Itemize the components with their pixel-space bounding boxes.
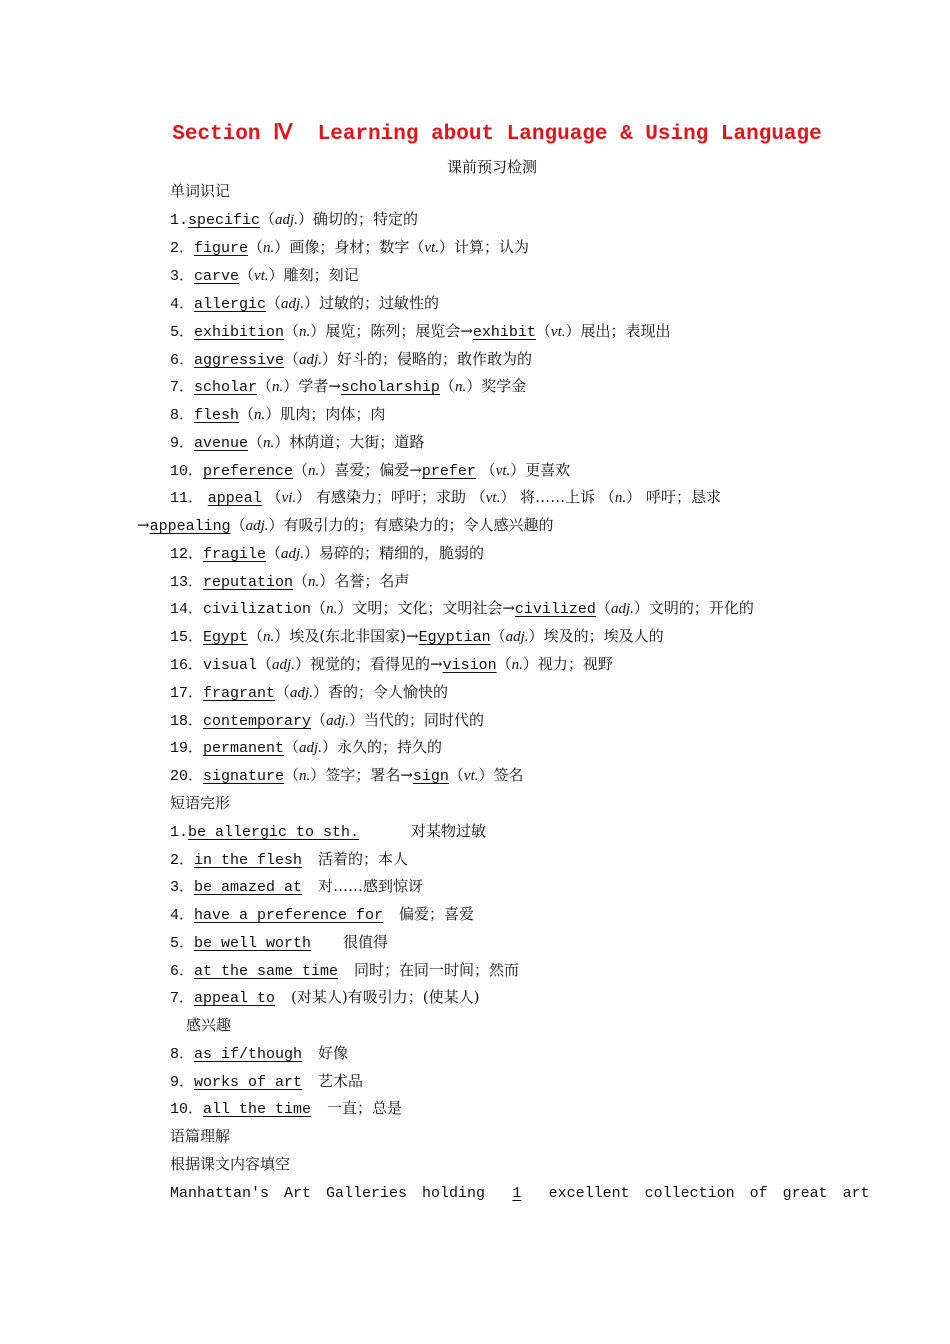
reading-text-before: Manhattan's Art Galleries holding bbox=[170, 1185, 486, 1202]
item-number: 3． bbox=[170, 268, 195, 285]
phrase-item-8 bbox=[170, 1041, 348, 1065]
phrase-item-7-continued bbox=[186, 1013, 231, 1037]
part-of-speech: adj. bbox=[299, 352, 322, 368]
item-number: 8． bbox=[170, 407, 195, 424]
reading-text-line bbox=[170, 1180, 870, 1204]
arrow: → bbox=[137, 516, 150, 534]
fill-blank-1[interactable] bbox=[496, 1182, 538, 1206]
item-number: 15． bbox=[170, 629, 204, 646]
definition: 视觉的；看得见的→ bbox=[309, 655, 443, 673]
item-number: 2． bbox=[170, 852, 195, 869]
derived-pos: n. bbox=[454, 379, 467, 395]
definition: 过敏的；过敏性的 bbox=[318, 294, 439, 312]
vocab-word: visual bbox=[203, 657, 258, 674]
derived-pos: adj. bbox=[610, 601, 634, 617]
part-of-speech: adj. bbox=[290, 685, 313, 701]
item-number: 1. bbox=[170, 824, 189, 841]
item-number: 17． bbox=[170, 685, 204, 702]
vocab-item-11-continued: →appealing（adj.）有吸引力的；有感染力的；令人感兴趣的 bbox=[137, 516, 554, 535]
item-number: 3． bbox=[170, 879, 195, 896]
item-number: 12． bbox=[170, 546, 204, 563]
vocab-item-11: 11． appeal （vi.） 有感染力；呼吁；求助 （vt.） 将……上诉 （n.） 呼吁；恳求 bbox=[170, 488, 721, 507]
definition: 林荫道；大街；道路 bbox=[289, 433, 425, 451]
phrase-definition: 对……感到惊讶 bbox=[318, 877, 424, 895]
definition: 易碎的；精细的，脆弱的 bbox=[318, 544, 484, 562]
phrase-definition: (对某人)有吸引力；(使某人) bbox=[291, 988, 480, 1006]
derived-pos: vt. bbox=[550, 324, 566, 340]
part-of-speech: n. bbox=[254, 407, 266, 423]
derived-definition: 签名 bbox=[493, 766, 524, 784]
phrase-item-10 bbox=[170, 1096, 402, 1120]
item-number: 20． bbox=[170, 768, 204, 785]
phrase-item-5 bbox=[170, 930, 388, 954]
phrase: be well worth bbox=[194, 935, 312, 952]
definition-2: 计算；认为 bbox=[453, 238, 529, 256]
vocab-item-13: 13．reputation（n.）名誉；名声 bbox=[170, 572, 410, 591]
part-of-speech: n. bbox=[299, 768, 311, 784]
definition: 肌肉；肉体；肉 bbox=[280, 405, 386, 423]
definition: 喜爱；偏爱→ bbox=[334, 461, 422, 479]
item-number: 13． bbox=[170, 574, 204, 591]
phrase: all the time bbox=[203, 1101, 312, 1118]
derived-word: scholarship bbox=[340, 379, 440, 396]
vocab-word: specific bbox=[188, 212, 261, 229]
phrase: as if/though bbox=[194, 1046, 303, 1063]
item-number: 10． bbox=[170, 1101, 204, 1118]
derived-definition: 文明的；开化的 bbox=[648, 599, 754, 617]
definition: 好斗的；侵略的；敢作敢为的 bbox=[336, 350, 532, 368]
item-number: 1. bbox=[170, 212, 189, 229]
derived-definition: 更喜欢 bbox=[525, 461, 571, 479]
phrase-item-6 bbox=[170, 958, 519, 982]
vocab-word: carve bbox=[194, 268, 240, 285]
item-number: 9． bbox=[170, 1074, 195, 1091]
definition: 埃及(东北非国家)→ bbox=[289, 627, 419, 645]
derived-definition: 视力；视野 bbox=[537, 655, 613, 673]
vocab-item-18: 18．contemporary（adj.）当代的；同时代的 bbox=[170, 711, 485, 730]
item-number: 6． bbox=[170, 963, 195, 980]
phrase: appeal to bbox=[194, 990, 276, 1007]
phrase: have a preference for bbox=[194, 907, 384, 924]
blank-number: 1 bbox=[512, 1185, 522, 1202]
item-number: 16． bbox=[170, 657, 204, 674]
derived-pos: vt. bbox=[463, 768, 479, 784]
phrases-heading: 短语完形 bbox=[170, 794, 231, 812]
vocab-word: exhibition bbox=[194, 324, 285, 341]
derived-word: prefer bbox=[421, 463, 476, 480]
phrase-definition: 偏爱；喜爱 bbox=[399, 905, 475, 923]
definition: 画像；身材；数字 bbox=[289, 238, 410, 256]
part-of-speech: adj. bbox=[281, 546, 304, 562]
vocab-item-14: 14．civilization（n.）文明；文化；文明社会→civilized（adj.）文明的；开化的 bbox=[170, 599, 754, 618]
item-number: 10． bbox=[170, 463, 204, 480]
part-of-speech: adj. bbox=[326, 713, 349, 729]
derived-pos: n. bbox=[511, 657, 523, 673]
item-number: 14． bbox=[170, 601, 204, 618]
vocab-item-4: 4．allergic（adj.）过敏的；过敏性的 bbox=[170, 294, 439, 313]
part-of-speech: n. bbox=[326, 601, 338, 617]
item-number: 18． bbox=[170, 713, 204, 730]
phrase-definition: 艺术品 bbox=[318, 1072, 364, 1090]
definition: 签字；署名→ bbox=[325, 766, 413, 784]
vocab-item-10: 10．preference（n.）喜爱；偏爱→prefer （vt.）更喜欢 bbox=[170, 461, 571, 480]
part-of-speech: adj. bbox=[275, 212, 298, 228]
part-of-speech: n. bbox=[308, 463, 320, 479]
part-of-speech: adj. bbox=[272, 657, 295, 673]
derived-pos: vt. bbox=[495, 463, 511, 479]
vocab-word: appeal bbox=[207, 490, 262, 507]
page-title: Section Ⅳ Learning about Language & Using Language bbox=[172, 123, 822, 146]
derived-definition: 展出；表现出 bbox=[580, 322, 671, 340]
phrase: be allergic to sth. bbox=[188, 824, 360, 841]
phrase-definition: 同时；在同一时间；然而 bbox=[354, 961, 520, 979]
vocab-word: preference bbox=[203, 463, 294, 480]
phrase: in the flesh bbox=[194, 852, 303, 869]
phrase-item-3 bbox=[170, 874, 423, 898]
derived-word: appealing bbox=[149, 518, 231, 535]
vocab-word: figure bbox=[194, 240, 249, 257]
definition: 文明；文化；文明社会→ bbox=[352, 599, 515, 617]
part-of-speech-2: vt. bbox=[485, 490, 501, 506]
definition: 当代的；同时代的 bbox=[364, 711, 485, 729]
part-of-speech: n. bbox=[263, 435, 275, 451]
part-of-speech: adj. bbox=[245, 518, 269, 534]
vocab-word: Egypt bbox=[203, 629, 249, 646]
vocab-item-3: 3．carve（vt.）雕刻；刻记 bbox=[170, 266, 359, 285]
vocab-heading: 单词识记 bbox=[170, 182, 231, 200]
derived-word: civilized bbox=[514, 601, 596, 618]
definition: 香的；令人愉快的 bbox=[327, 683, 448, 701]
vocab-word: allergic bbox=[194, 296, 267, 313]
vocab-item-1: 1.specific（adj.）确切的；特定的 bbox=[170, 210, 418, 229]
phrase-definition-continued: 感兴趣 bbox=[186, 1016, 232, 1034]
item-number: 2． bbox=[170, 240, 195, 257]
definition: 确切的；特定的 bbox=[312, 210, 418, 228]
vocab-item-15: 15．Egypt（n.）埃及(东北非国家)→Egyptian（adj.）埃及的；埃及人的 bbox=[170, 627, 664, 646]
part-of-speech: n. bbox=[263, 240, 275, 256]
phrase: be amazed at bbox=[194, 879, 303, 896]
reading-text-after: excellent collection of great art bbox=[548, 1185, 870, 1202]
reading-heading: 语篇理解 bbox=[170, 1127, 231, 1145]
item-number: 9． bbox=[170, 435, 195, 452]
part-of-speech: vi. bbox=[281, 490, 297, 506]
vocab-word: permanent bbox=[203, 740, 285, 757]
vocab-word: avenue bbox=[194, 435, 249, 452]
vocab-word: signature bbox=[203, 768, 285, 785]
vocab-item-9: 9．avenue（n.）林荫道；大街；道路 bbox=[170, 433, 425, 452]
definition: 有吸引力的；有感染力的；令人感兴趣的 bbox=[283, 516, 554, 534]
phrase-definition: 对某物过敏 bbox=[411, 822, 487, 840]
vocab-item-16: 16．visual（adj.）视觉的；看得见的→vision（n.）视力；视野 bbox=[170, 655, 613, 674]
phrase-item-4 bbox=[170, 902, 474, 926]
part-of-speech: n. bbox=[308, 574, 320, 590]
vocab-item-19: 19．permanent（adj.）永久的；持久的 bbox=[170, 738, 442, 757]
part-of-speech: adj. bbox=[281, 296, 304, 312]
phrase-item-9 bbox=[170, 1069, 363, 1093]
part-of-speech: vt. bbox=[254, 268, 269, 284]
vocab-word: reputation bbox=[203, 574, 294, 591]
vocab-item-17: 17．fragrant（adj.）香的；令人愉快的 bbox=[170, 683, 448, 702]
part-of-speech: adj. bbox=[299, 740, 322, 756]
definition: 雕刻；刻记 bbox=[283, 266, 359, 284]
vocab-item-5: 5．exhibition（n.）展览；陈列；展览会→exhibit（vt.）展出；表现出 bbox=[170, 322, 671, 341]
phrase-definition: 一直；总是 bbox=[327, 1099, 403, 1117]
item-number: 11． bbox=[170, 490, 204, 507]
item-number: 19． bbox=[170, 740, 204, 757]
page-subtitle: 课前预习检测 bbox=[446, 158, 537, 176]
phrase-definition: 好像 bbox=[318, 1044, 349, 1062]
part-of-speech-2: vt. bbox=[424, 240, 439, 256]
vocab-item-6: 6．aggressive（adj.）好斗的；侵略的；敢作敢为的 bbox=[170, 350, 532, 369]
vocab-item-12: 12．fragile（adj.）易碎的；精细的，脆弱的 bbox=[170, 544, 484, 563]
definition: 名誉；名声 bbox=[334, 572, 410, 590]
derived-word: vision bbox=[442, 657, 497, 674]
vocab-item-7: 7．scholar（n.）学者→scholarship（n.）奖学金 bbox=[170, 377, 527, 396]
derived-definition: 埃及的；埃及人的 bbox=[543, 627, 664, 645]
derived-definition: 奖学金 bbox=[481, 377, 527, 395]
item-number: 7． bbox=[170, 990, 195, 1007]
phrase: works of art bbox=[194, 1074, 303, 1091]
vocab-item-8: 8．flesh（n.）肌肉；肉体；肉 bbox=[170, 405, 386, 424]
item-number: 5． bbox=[170, 935, 195, 952]
item-number: 7． bbox=[170, 379, 195, 396]
phrase-item-7 bbox=[170, 985, 479, 1009]
derived-pos: adj. bbox=[505, 629, 529, 645]
vocab-item-20: 20．signature（n.）签字；署名→sign（vt.）签名 bbox=[170, 766, 524, 785]
derived-word: Egyptian bbox=[418, 629, 491, 646]
part-of-speech-3: n. bbox=[614, 490, 627, 506]
phrase-item-1 bbox=[170, 819, 486, 843]
vocab-word: fragrant bbox=[203, 685, 276, 702]
definition: 展览；陈列；展览会→ bbox=[325, 322, 473, 340]
part-of-speech: n. bbox=[263, 629, 275, 645]
definition-3: 呼吁；恳求 bbox=[645, 488, 721, 506]
item-number: 5． bbox=[170, 324, 195, 341]
part-of-speech: n. bbox=[299, 324, 311, 340]
vocab-word: contemporary bbox=[203, 713, 312, 730]
item-number: 4． bbox=[170, 907, 195, 924]
vocab-word: fragile bbox=[203, 546, 267, 563]
item-number: 4． bbox=[170, 296, 195, 313]
derived-word: exhibit bbox=[472, 324, 536, 341]
item-number: 6． bbox=[170, 352, 195, 369]
phrase-definition: 活着的；本人 bbox=[318, 850, 409, 868]
vocab-word: scholar bbox=[194, 379, 258, 396]
vocab-word: aggressive bbox=[194, 352, 285, 369]
derived-word: sign bbox=[412, 768, 449, 785]
item-number: 8． bbox=[170, 1046, 195, 1063]
phrase: at the same time bbox=[194, 963, 339, 980]
phrase-definition: 很值得 bbox=[343, 933, 389, 951]
vocab-word: civilization bbox=[203, 601, 312, 618]
part-of-speech: n. bbox=[272, 379, 284, 395]
definition-2: 将……上诉 bbox=[520, 488, 596, 506]
phrase-item-2 bbox=[170, 847, 408, 871]
definition: 学者→ bbox=[298, 377, 341, 395]
vocab-item-2: 2．figure（n.）画像；身材；数字（vt.）计算；认为 bbox=[170, 238, 529, 257]
definition: 有感染力；呼吁；求助 bbox=[315, 488, 466, 506]
vocab-word: flesh bbox=[194, 407, 240, 424]
reading-instruction: 根据课文内容填空 bbox=[170, 1155, 291, 1173]
definition: 永久的；持久的 bbox=[336, 738, 442, 756]
